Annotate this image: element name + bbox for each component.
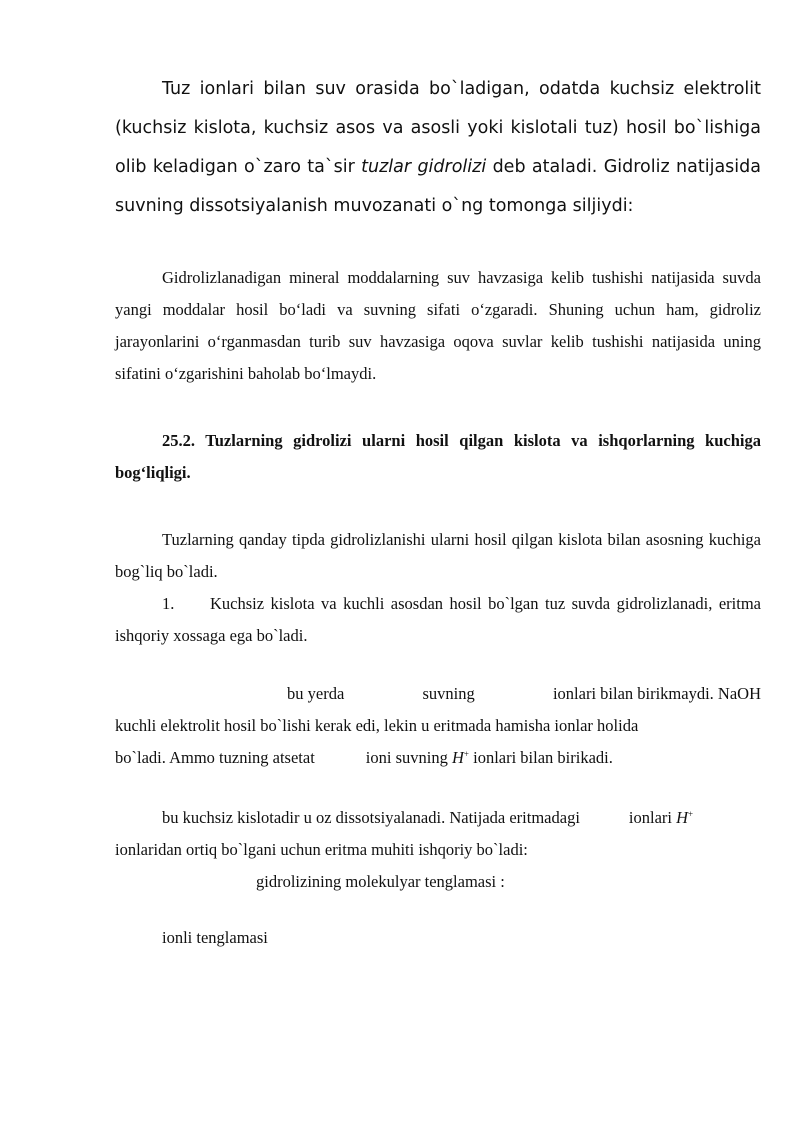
hydrogen-symbol: H xyxy=(676,808,689,827)
hydrogen-symbol: H xyxy=(451,748,464,767)
list-item-text: Kuchsiz kislota va kuchli asosdan hosil bo`lgan tuz suvda gidrolizlanadi, eritma ishqoriy xossaga ega bo`ladi. xyxy=(115,594,761,645)
intro-text-start: Tuz ionlari bilan suv orasida bo`ladigan, odatda kuchsiz elektrolit (kuchsiz kislota, kuchsiz asos va asosli yoki kislotali tuz) hosil bo`lishiga olib keladigan o`zaro ta`sir xyxy=(115,79,761,177)
acetate-line-3: bo`ladi. Ammo tuzning atsetat ioni suvning H+ ionlari bilan birikadi. xyxy=(115,748,613,767)
weak-acid-line-2: ionlaridan ortiq bo`lgani uchun eritma muhiti ishqoriy bo`ladi: xyxy=(115,840,528,859)
section-heading: 25.2. Tuzlarning gidrolizi ularni hosil qilgan kislota va ishqorlarning kuchiga bog‘liqligi. xyxy=(115,431,761,482)
acetate-line-2: kuchli elektrolit hosil bo`lishi kerak edi, lekin u eritmada hamisha ionlar holida xyxy=(115,716,639,735)
paragraph-water-quality: Gidrolizlanadigan mineral moddalarning suv havzasiga kelib tushishi natijasida suvda yangi moddalar hosil bo‘ladi va suvning sifati o‘zgaradi. Shuning uchun ham, gidroliz jarayonlarini o‘rganmasdan turib suv havzasiga oqova suvlar kelib tushishi natijasida uning sifatini o‘zgarishini baholab bo‘lmaydi. xyxy=(115,268,761,383)
acetate-line-1 xyxy=(115,678,761,710)
paragraph-hydrolysis-type: Tuzlarning qanday tipda gidrolizlanishi ularni hosil qilgan kislota bilan asosning kuchiga bog`liq bo`ladi. xyxy=(115,530,761,581)
intro-paragraph xyxy=(115,70,761,226)
acetate-word-water: suvning xyxy=(422,684,475,703)
list-item-1 xyxy=(115,588,761,652)
molecular-equation-label: gidrolizining molekulyar tenglamasi : xyxy=(256,872,505,891)
weak-acid-line-1: bu kuchsiz kislotadir u oz dissotsiyalanadi. Natijada eritmadagi ionlari H+ xyxy=(162,808,694,827)
acetate-line-1-end: ionlari bilan birikmaydi. NaOH xyxy=(552,684,761,703)
ionic-equation-label: ionli tenglamasi xyxy=(162,928,268,947)
acetate-word-here: bu yerda xyxy=(287,684,345,703)
list-item-number: 1. xyxy=(162,594,175,613)
intro-term-emphasis: tuzlar gidrolizi xyxy=(361,157,487,177)
intro-text-end: deb ataladi. Gidroliz natijasida suvning dissotsiyalanish muvozanati o`ng tomonga siljiydi: xyxy=(115,157,761,216)
